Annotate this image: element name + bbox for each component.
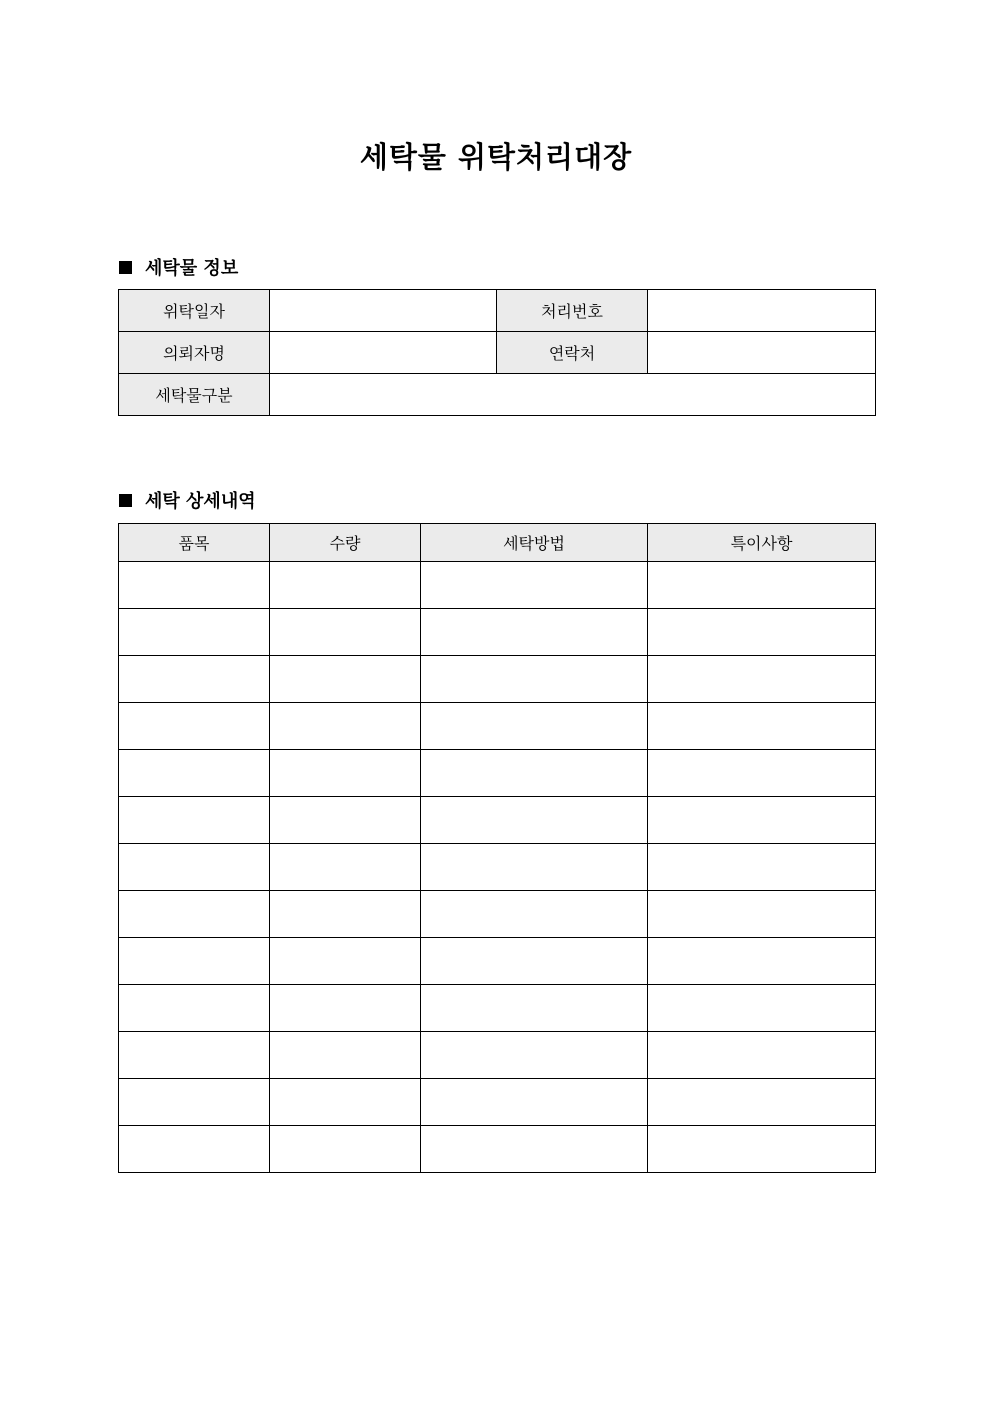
square-bullet-icon	[119, 261, 132, 274]
table-row	[119, 844, 876, 891]
item-cell[interactable]	[119, 938, 270, 985]
table-row	[119, 1079, 876, 1126]
quantity-cell[interactable]	[270, 985, 421, 1032]
method-cell[interactable]	[421, 562, 648, 609]
notes-cell[interactable]	[648, 656, 876, 703]
info-row-date	[119, 290, 876, 332]
quantity-cell[interactable]	[270, 844, 421, 891]
contact-field[interactable]	[648, 332, 876, 374]
table-row	[119, 562, 876, 609]
method-cell[interactable]	[421, 1079, 648, 1126]
notes-cell[interactable]	[648, 797, 876, 844]
info-row-client	[119, 332, 876, 374]
column-header-notes: 특이사항	[648, 524, 876, 562]
table-row	[119, 656, 876, 703]
quantity-cell[interactable]	[270, 1126, 421, 1173]
table-row	[119, 797, 876, 844]
column-header-method: 세탁방법	[421, 524, 648, 562]
method-cell[interactable]	[421, 1126, 648, 1173]
quantity-cell[interactable]	[270, 609, 421, 656]
quantity-cell[interactable]	[270, 797, 421, 844]
quantity-cell[interactable]	[270, 1032, 421, 1079]
table-row	[119, 891, 876, 938]
quantity-cell[interactable]	[270, 750, 421, 797]
square-bullet-icon	[119, 494, 132, 507]
table-row	[119, 985, 876, 1032]
quantity-cell[interactable]	[270, 562, 421, 609]
info-section-heading	[119, 254, 238, 280]
notes-cell[interactable]	[648, 1032, 876, 1079]
item-cell[interactable]	[119, 609, 270, 656]
method-cell[interactable]	[421, 1032, 648, 1079]
notes-cell[interactable]	[648, 750, 876, 797]
item-cell[interactable]	[119, 797, 270, 844]
info-table	[118, 289, 876, 416]
table-row	[119, 750, 876, 797]
detail-table	[118, 523, 876, 1173]
method-cell[interactable]	[421, 938, 648, 985]
item-cell[interactable]	[119, 1079, 270, 1126]
notes-cell[interactable]	[648, 891, 876, 938]
page-title: 세탁물 위탁처리대장	[359, 140, 633, 174]
notes-cell[interactable]	[648, 562, 876, 609]
table-row	[119, 1126, 876, 1173]
table-row	[119, 609, 876, 656]
item-cell[interactable]	[119, 891, 270, 938]
category-field[interactable]	[270, 374, 876, 416]
method-cell[interactable]	[421, 891, 648, 938]
detail-section-heading	[119, 487, 256, 513]
item-cell[interactable]	[119, 1126, 270, 1173]
quantity-cell[interactable]	[270, 891, 421, 938]
item-cell[interactable]	[119, 562, 270, 609]
date-label: 위탁일자	[119, 290, 270, 332]
item-cell[interactable]	[119, 844, 270, 891]
method-cell[interactable]	[421, 703, 648, 750]
method-cell[interactable]	[421, 797, 648, 844]
detail-section-heading-text: 세탁 상세내역	[145, 491, 256, 512]
method-cell[interactable]	[421, 985, 648, 1032]
notes-cell[interactable]	[648, 844, 876, 891]
notes-cell[interactable]	[648, 1079, 876, 1126]
column-header-quantity: 수량	[270, 524, 421, 562]
method-cell[interactable]	[421, 750, 648, 797]
category-label: 세탁물구분	[119, 374, 270, 416]
quantity-cell[interactable]	[270, 656, 421, 703]
client-label: 의뢰자명	[119, 332, 270, 374]
detail-header-row	[119, 524, 876, 562]
item-cell[interactable]	[119, 1032, 270, 1079]
contact-label: 연락처	[497, 332, 648, 374]
client-field[interactable]	[270, 332, 497, 374]
table-row	[119, 938, 876, 985]
item-cell[interactable]	[119, 750, 270, 797]
method-cell[interactable]	[421, 656, 648, 703]
table-row	[119, 1032, 876, 1079]
number-label: 처리번호	[497, 290, 648, 332]
date-field[interactable]	[270, 290, 497, 332]
quantity-cell[interactable]	[270, 938, 421, 985]
info-section-heading-text: 세탁물 정보	[145, 258, 239, 279]
column-header-item: 품목	[119, 524, 270, 562]
method-cell[interactable]	[421, 844, 648, 891]
method-cell[interactable]	[421, 609, 648, 656]
quantity-cell[interactable]	[270, 1079, 421, 1126]
item-cell[interactable]	[119, 703, 270, 750]
notes-cell[interactable]	[648, 703, 876, 750]
number-field[interactable]	[648, 290, 876, 332]
table-row	[119, 703, 876, 750]
notes-cell[interactable]	[648, 985, 876, 1032]
quantity-cell[interactable]	[270, 703, 421, 750]
notes-cell[interactable]	[648, 609, 876, 656]
item-cell[interactable]	[119, 656, 270, 703]
info-row-category	[119, 374, 876, 416]
notes-cell[interactable]	[648, 938, 876, 985]
item-cell[interactable]	[119, 985, 270, 1032]
notes-cell[interactable]	[648, 1126, 876, 1173]
